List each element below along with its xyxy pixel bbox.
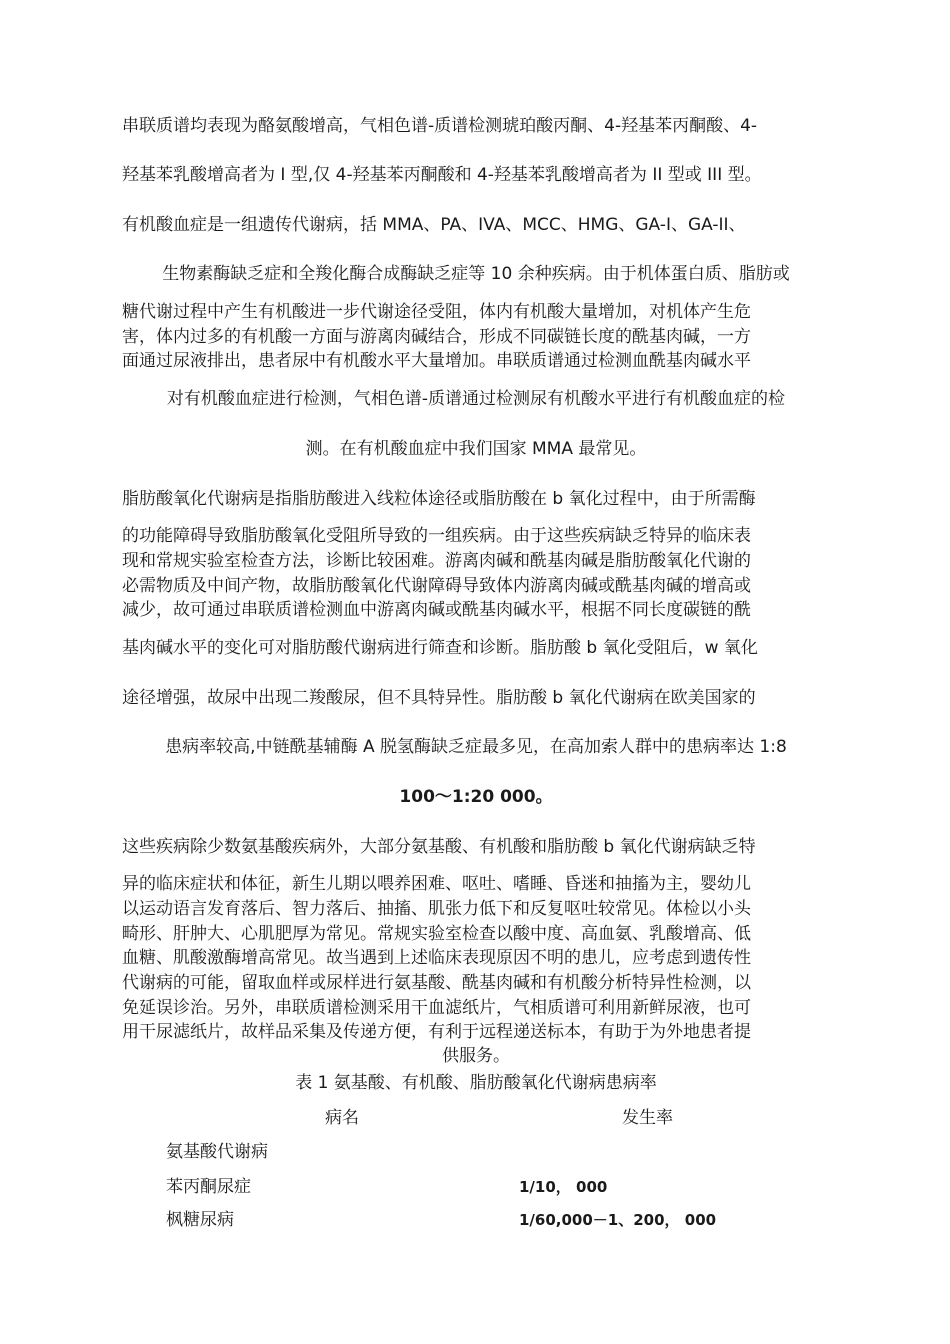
text-line: 供服务。 xyxy=(442,1046,510,1066)
table-caption: 表 1 氨基酸、有机酸、脂肪酸氧化代谢病患病率 xyxy=(295,1073,657,1093)
text-line: 基肉碱水平的变化可对脂肪酸代谢病进行筛查和诊断。脂肪酸 b 氧化受阻后，w 氧化 xyxy=(122,638,758,658)
text-line: 串联质谱均表现为酪氨酸增高，气相色谱-质谱检测琥珀酸丙酮、4-羟基苯丙酮酸、4- xyxy=(122,116,758,136)
text-line: 患病率较高,中链酰基辅酶 A 脱氢酶缺乏症最多见，在高加索人群中的患病率达 1:8 xyxy=(165,737,787,757)
text-line: 畸形、肝肿大、心肌肥厚为常见。常规实验室检查以酸中度、高血氨、乳酸增高、低 xyxy=(122,924,751,944)
text-line: 异的临床症状和体征，新生儿期以喂养困难、呕吐、嗜睡、昏迷和抽搐为主，婴幼儿 xyxy=(122,874,751,894)
text-line: 100～1:20 000。 xyxy=(399,787,553,807)
text-line: 以运动语言发育落后、智力落后、抽搐、肌张力低下和反复呕吐较常见。体检以小头 xyxy=(122,899,751,919)
table-cell-rate: 1/10， 000 xyxy=(519,1178,608,1196)
text-line: 糖代谢过程中产生有机酸进一步代谢途径受阻，体内有机酸大量增加，对机体产生危 xyxy=(122,302,751,322)
text-line: 代谢病的可能，留取血样或尿样进行氨基酸、酰基肉碱和有机酸分析特异性检测，以 xyxy=(122,973,751,993)
table-cell-disease: 氨基酸代谢病 xyxy=(166,1142,268,1162)
text-line: 血糖、肌酸激酶增高常见。故当遇到上述临床表现原因不明的患儿，应考虑到遗传性 xyxy=(122,948,751,968)
table-cell-rate: 1/60,000－1、200， 000 xyxy=(519,1211,717,1229)
text-line: 现和常规实验室检查方法，诊断比较困难。游离肉碱和酰基肉碱是脂肪酸氧化代谢的 xyxy=(122,551,751,571)
text-line: 脂肪酸氧化代谢病是指脂肪酸进入线粒体途径或脂肪酸在 b 氧化过程中，由于所需酶 xyxy=(122,489,756,509)
text-line: 测。在有机酸血症中我们国家 MMA 最常见。 xyxy=(305,439,647,459)
text-line: 减少，故可通过串联质谱检测血中游离肉碱或酰基肉碱水平，根据不同长度碳链的酰 xyxy=(122,600,751,620)
text-line: 免延误诊治。另外，串联质谱检测采用干血滤纸片，气相质谱可利用新鲜尿液，也可 xyxy=(122,998,751,1018)
text-line: 必需物质及中间产物，故脂肪酸氧化代谢障碍导致体内游离肉碱或酰基肉碱的增高或 xyxy=(122,576,751,596)
text-line: 有机酸血症是一组遗传代谢病，括 MMA、PA、IVA、MCC、HMG、GA-I、GA-II、 xyxy=(122,215,746,235)
text-line: 羟基苯乳酸增高者为 I 型,仅 4-羟基苯丙酮酸和 4-羟基苯乳酸增高者为 II 型或 III 型。 xyxy=(122,165,762,185)
text-line: 这些疾病除少数氨基酸疾病外，大部分氨基酸、有机酸和脂肪酸 b 氧化代谢病缺乏特 xyxy=(122,837,756,857)
text-line: 的功能障碍导致脂肪酸氧化受阻所导致的一组疾病。由于这些疾病缺乏特异的临床表 xyxy=(122,526,751,546)
text-line: 用干尿滤纸片，故样品采集及传递方便，有利于远程递送标本，有助于为外地患者提 xyxy=(122,1022,751,1042)
table-header-disease: 病名 xyxy=(325,1108,359,1128)
table-cell-disease: 枫糖尿病 xyxy=(166,1210,234,1230)
text-line: 途径增强，故尿中出现二羧酸尿，但不具特异性。脂肪酸 b 氧化代谢病在欧美国家的 xyxy=(122,688,756,708)
text-line: 面通过尿液排出，患者尿中有机酸水平大量增加。串联质谱通过检测血酰基肉碱水平 xyxy=(122,351,751,371)
table-header-rate: 发生率 xyxy=(622,1108,673,1128)
text-line: 生物素酶缺乏症和全羧化酶合成酶缺乏症等 10 余种疾病。由于机体蛋白质、脂肪或 xyxy=(162,264,790,284)
text-line: 害，体内过多的有机酸一方面与游离肉碱结合，形成不同碳链长度的酰基肉碱，一方 xyxy=(122,327,751,347)
text-line: 对有机酸血症进行检测，气相色谱-质谱通过检测尿有机酸水平进行有机酸血症的检 xyxy=(166,389,786,409)
table-cell-disease: 苯丙酮尿症 xyxy=(166,1177,251,1197)
